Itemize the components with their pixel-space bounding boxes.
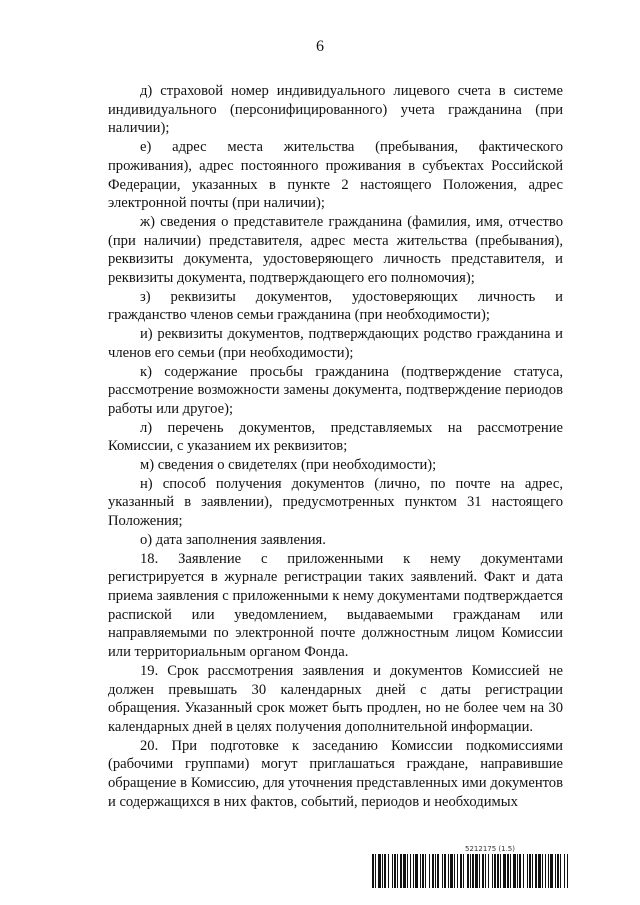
document-body: [108, 82, 563, 811]
barcode-bar: [529, 854, 531, 888]
barcode-bar: [454, 854, 455, 888]
barcode-bar: [407, 854, 408, 888]
barcode-bar: [397, 854, 398, 888]
barcode-bar: [550, 854, 553, 888]
barcode-bar: [517, 854, 518, 888]
barcode-bar: [437, 854, 439, 888]
barcode-bar: [523, 854, 524, 888]
barcode-bar: [500, 854, 501, 888]
barcode-bar: [384, 854, 386, 888]
barcode-bar: [527, 854, 528, 888]
barcode-bar: [425, 854, 426, 888]
paragraph-item-z: з) реквизиты документов, удостоверяющих личность и гражданство членов семьи гражданина (при необходимости);: [108, 288, 563, 324]
barcode-bar: [432, 854, 434, 888]
barcode-bar: [457, 854, 458, 888]
barcode-bar: [435, 854, 436, 888]
barcode-bar: [479, 854, 480, 888]
barcode-bar: [497, 854, 499, 888]
barcode-bar: [535, 854, 537, 888]
document-barcode: [372, 845, 568, 888]
barcode-label: 5212175 (1.5): [465, 845, 515, 853]
barcode-bar: [375, 854, 376, 888]
barcode-bar: [513, 854, 516, 888]
paragraph-item-k: к) содержание просьбы гражданина (подтверждение статуса, рассмотрение возможности замены документа, подтверждение периодов работы или другое);: [108, 363, 563, 417]
barcode-bar: [372, 854, 374, 888]
barcode-bar: [410, 854, 411, 888]
barcode-bar: [467, 854, 469, 888]
paragraph-item-m: м) сведения о свидетелях (при необходимости);: [140, 457, 437, 474]
barcode-bar: [488, 854, 489, 888]
barcode-bar: [542, 854, 543, 888]
barcode-bar: [510, 854, 511, 888]
paragraph-item-n: н) способ получения документов (лично, по почте на адрес, указанный в заявлении), предусмотренных пунктом 31 настоящего Положения;: [108, 475, 563, 530]
paragraph-section-20: 20. При подготовке к заседанию Комиссии подкомиссиями (рабочими группами) могут приглашаться граждане, направившие обращение в Комиссию, для уточнения представленных ими документов и содержащихся в них фактов, событий, периодов и необходимых: [108, 737, 563, 810]
barcode-bar: [492, 854, 493, 888]
paragraph-section-19: 19. Срок рассмотрения заявления и документов Комиссией не должен превышать 30 календарных дней с даты регистрации обращения. Указанный срок может быть продлен, но не более чем на 30 календарных дней в целях получения дополнительной информации.: [108, 662, 563, 735]
barcode-bar: [463, 854, 464, 888]
paragraph-item-l: л) перечень документов, представляемых на рассмотрение Комиссии, с указанием их реквизитов;: [108, 419, 563, 455]
barcode-bar: [400, 854, 402, 888]
barcode-bar: [557, 854, 559, 888]
barcode-bar: [532, 854, 533, 888]
barcode-bar: [482, 854, 484, 888]
paragraph-item-i: и) реквизиты документов, подтверждающих родство гражданина и членов его семьи (при необходимости);: [108, 326, 563, 361]
paragraph-item-d: д) страховой номер индивидуального лицевого счета в системе индивидуального (персонифицированного) учета гражданина (при наличии);: [108, 83, 563, 137]
paragraph-item-e: е) адрес места жительства (пребывания, фактического проживания), адрес постоянного проживания в субъектах Российской Федерации, указанных в пункте 2 настоящего Положения, адрес электронной почты (при наличии);: [108, 139, 563, 212]
barcode-bar: [560, 854, 561, 888]
barcode-bar: [503, 854, 506, 888]
barcode-bar: [555, 854, 556, 888]
barcode-bar: [448, 854, 449, 888]
barcode-bar: [470, 854, 471, 888]
paragraph-item-zh: ж) сведения о представителе гражданина (фамилия, имя, отчество (при наличии) представителя, адрес места жительства (пребывания), реквизиты документа, удостоверяющего личность представителя, и реквизиты документа, подтверждающего его полномочия);: [108, 213, 563, 287]
barcode-bar: [519, 854, 521, 888]
barcode-bar: [507, 854, 509, 888]
barcode-bar: [538, 854, 541, 888]
barcode-bar: [444, 854, 446, 888]
barcode-bar: [472, 854, 474, 888]
barcode-bar: [392, 854, 393, 888]
barcode-bar: [545, 854, 546, 888]
barcode-bar: [442, 854, 443, 888]
barcode-bar: [403, 854, 406, 888]
paragraph-section-18: 18. Заявление с приложенными к нему документами регистрируется в журнале регистрации таких заявлений. Факт и дата приема заявления с приложенными к нему документами подтверждается распиской или уведомлением, выдаваемыми гражданам или направляемыми по электронной почте должностным лицом Комиссии или территориальным органом Фонда.: [108, 550, 563, 661]
barcode-bar: [564, 854, 565, 888]
barcode-bar: [422, 854, 424, 888]
barcode-bar: [548, 854, 549, 888]
barcode-bar: [388, 854, 389, 888]
page-number: 6: [316, 38, 324, 55]
barcode-bar: [420, 854, 421, 888]
barcode-bar: [567, 854, 568, 888]
barcode-bar: [485, 854, 486, 888]
barcode-bar: [475, 854, 478, 888]
barcode-bar: [460, 854, 462, 888]
barcode-bar: [394, 854, 396, 888]
barcode-bar: [450, 854, 453, 888]
barcode-bar: [494, 854, 496, 888]
barcode-bar: [415, 854, 418, 888]
barcode-bar: [413, 854, 414, 888]
barcode-bar: [429, 854, 430, 888]
barcode-bar: [382, 854, 383, 888]
barcode-bar: [378, 854, 381, 888]
paragraph-item-o: о) дата заполнения заявления.: [140, 531, 326, 548]
barcode-icon: [372, 854, 568, 888]
